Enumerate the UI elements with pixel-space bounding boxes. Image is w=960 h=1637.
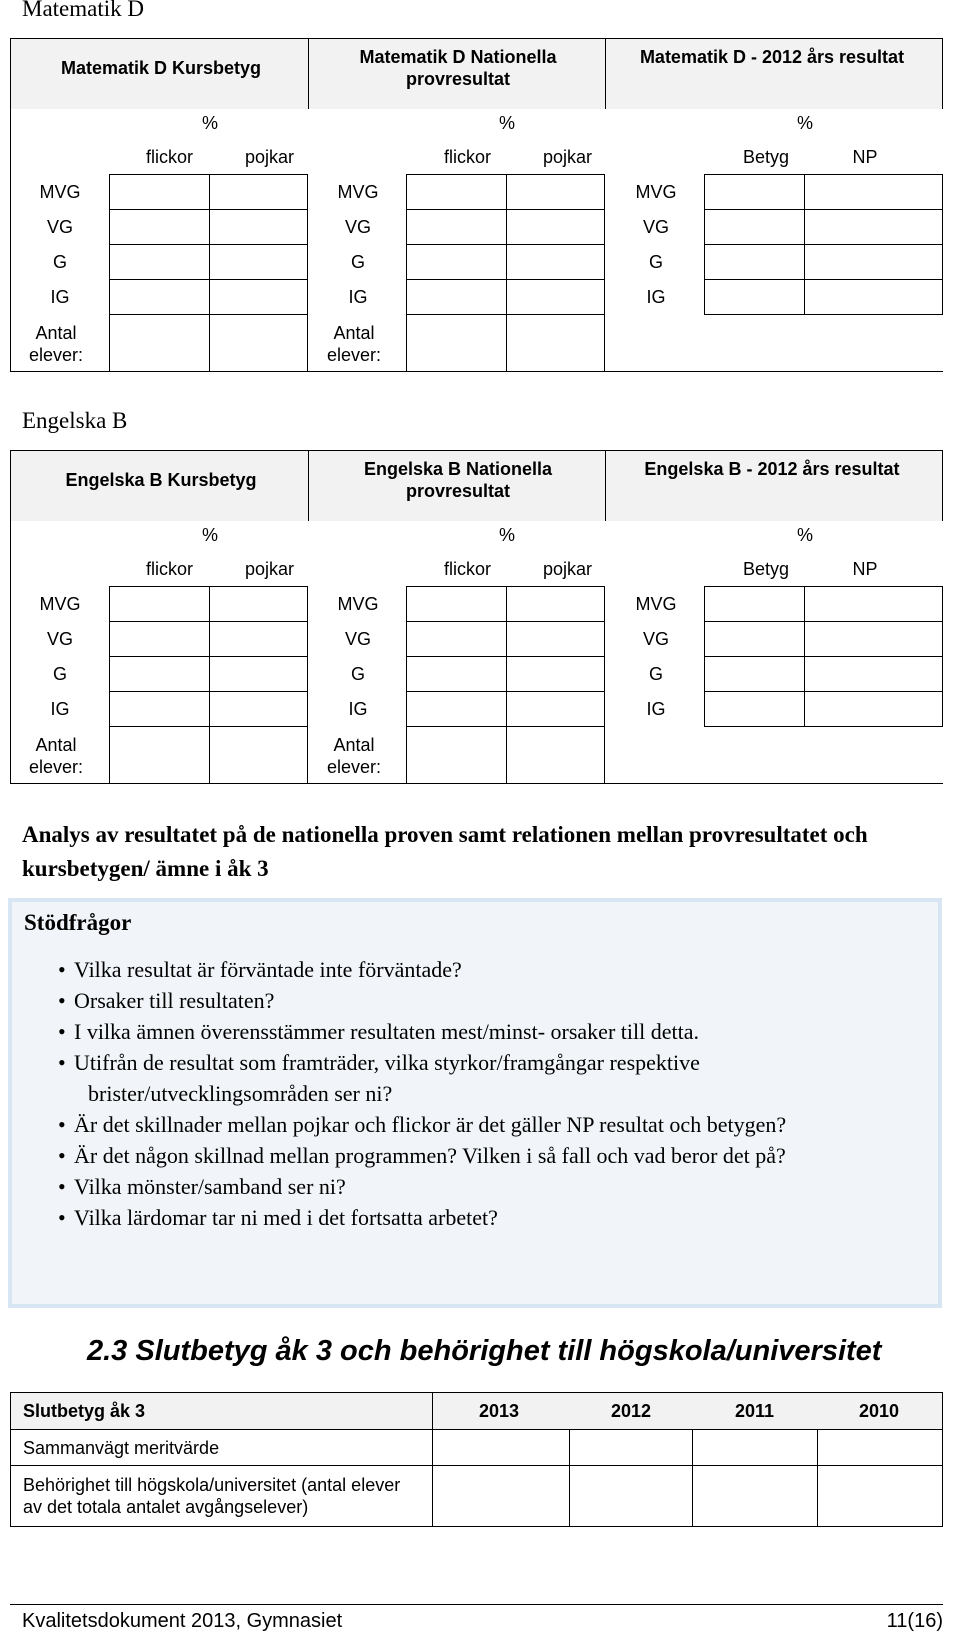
percent-label: %	[201, 525, 218, 545]
count-label: Antal elever:	[28, 735, 84, 777]
value-cell	[209, 244, 308, 280]
value-cell	[704, 244, 805, 280]
percent-label: %	[498, 525, 515, 545]
grade-row-label: G	[52, 664, 67, 684]
math-grade-table	[10, 38, 943, 383]
value-cell	[109, 209, 210, 245]
value-cell	[804, 244, 943, 280]
value-cell	[406, 279, 507, 315]
grade-row-label: MVG	[635, 182, 677, 202]
percent-label: %	[796, 525, 813, 545]
value-cell	[109, 691, 210, 727]
value-cell	[506, 726, 605, 784]
support-question: • Är det någon skillnad mellan programmen? Vilken i så fall och vad beror det på?	[12, 1140, 912, 1171]
grade-row-label: G	[648, 252, 663, 272]
value-cell	[506, 279, 605, 315]
count-label: Antal elever:	[28, 323, 84, 365]
value-cell	[506, 656, 605, 692]
bullet-icon: •	[58, 1050, 66, 1075]
bullet-icon: •	[58, 1174, 66, 1199]
table-row	[10, 1465, 943, 1527]
bullet-icon: •	[58, 1143, 66, 1168]
grade-row-label: G	[350, 252, 365, 272]
section-title-english: Engelska B	[22, 408, 128, 433]
grade-row-label: G	[52, 252, 67, 272]
header-last-year: Matematik D - 2012 års resultat	[639, 47, 905, 67]
value-cell	[209, 586, 308, 622]
support-question: • Vilka resultat är förväntade inte förväntade?	[12, 954, 912, 985]
final-grades-table	[10, 1392, 943, 1527]
grade-row-label: G	[350, 664, 365, 684]
grade-row-label: MVG	[337, 594, 379, 614]
value-cell	[406, 209, 507, 245]
value-cell	[804, 586, 943, 622]
support-question: • I vilka ämnen överensstämmer resultaten mest/minst- orsaker till detta.	[12, 1016, 912, 1047]
year-2010: 2010	[859, 1401, 900, 1421]
grade-row-label: VG	[642, 629, 669, 649]
year-2011: 2011	[735, 1401, 775, 1421]
grade-row-label: VG	[344, 629, 371, 649]
support-question: • Vilka mönster/samband ser ni?	[12, 1171, 912, 1202]
grade-row-label: IG	[348, 699, 368, 719]
value-cell	[109, 656, 210, 692]
footer-page-number: 11(16)	[886, 1610, 943, 1632]
value-cell	[506, 621, 605, 657]
table-body	[10, 520, 943, 795]
value-cell	[506, 244, 605, 280]
value-cell	[704, 691, 805, 727]
value-cell	[406, 656, 507, 692]
grade-row-label: IG	[646, 287, 666, 307]
value-cell	[704, 174, 805, 210]
boys-label: pojkar	[244, 147, 295, 167]
header-divider	[308, 451, 309, 521]
value-cell	[506, 691, 605, 727]
value-cell	[406, 314, 507, 372]
support-question: • Orsaker till resultaten?	[12, 985, 912, 1016]
value-cell	[704, 621, 805, 657]
bullet-icon: •	[58, 988, 66, 1013]
grade-row-label: MVG	[39, 594, 81, 614]
boys-label: pojkar	[244, 559, 295, 579]
header-national-test: Engelska B Nationella provresultat	[363, 459, 553, 501]
section-title-math: Matematik D	[22, 0, 144, 21]
grade-row-label: IG	[646, 699, 666, 719]
table-header-band	[10, 450, 943, 521]
header-label: Slutbetyg åk 3	[23, 1401, 146, 1421]
grade-row-label: VG	[344, 217, 371, 237]
support-title: Stödfrågor	[24, 910, 132, 935]
divider	[569, 1430, 570, 1465]
divider	[569, 1466, 570, 1526]
value-cell	[406, 586, 507, 622]
grade-row-label: G	[648, 664, 663, 684]
value-cell	[406, 174, 507, 210]
header-course-grade: Engelska B Kursbetyg	[65, 470, 257, 490]
value-cell	[704, 656, 805, 692]
value-cell	[506, 174, 605, 210]
grade-row-label: MVG	[635, 594, 677, 614]
value-cell	[109, 586, 210, 622]
section-heading-final-grades: 2.3 Slutbetyg åk 3 och behörighet till högskola/universitet	[87, 1335, 882, 1367]
table-row	[10, 1429, 943, 1466]
value-cell	[804, 279, 943, 315]
header-divider	[605, 39, 606, 109]
grade-label: Betyg	[742, 147, 790, 167]
value-cell	[704, 586, 805, 622]
bullet-icon: •	[58, 1205, 66, 1230]
divider	[692, 1466, 693, 1526]
english-grade-table	[10, 450, 943, 795]
divider	[432, 1393, 433, 1429]
divider	[692, 1430, 693, 1465]
percent-label: %	[796, 113, 813, 133]
bullet-icon: •	[58, 957, 66, 982]
bullet-icon: •	[58, 1112, 66, 1137]
value-cell	[209, 621, 308, 657]
boys-label: pojkar	[542, 147, 593, 167]
grade-row-label: VG	[46, 217, 73, 237]
grade-row-label: MVG	[39, 182, 81, 202]
value-cell	[209, 279, 308, 315]
girls-label: flickor	[145, 559, 193, 579]
year-2013: 2013	[479, 1401, 520, 1421]
table-border	[10, 783, 943, 784]
value-cell	[704, 209, 805, 245]
grade-row-label: IG	[348, 287, 368, 307]
row-label-merit: Sammanvägt meritvärde	[23, 1438, 220, 1458]
table-border	[10, 520, 11, 784]
value-cell	[109, 314, 210, 372]
header-last-year: Engelska B - 2012 års resultat	[644, 459, 900, 479]
percent-label: %	[498, 113, 515, 133]
value-cell	[406, 244, 507, 280]
grade-label: Betyg	[742, 559, 790, 579]
value-cell	[109, 244, 210, 280]
girls-label: flickor	[443, 559, 491, 579]
np-label: NP	[852, 147, 878, 167]
value-cell	[209, 656, 308, 692]
value-cell	[506, 586, 605, 622]
header-divider	[308, 39, 309, 109]
percent-label: %	[201, 113, 218, 133]
footer-document-title: Kvalitetsdokument 2013, Gymnasiet	[22, 1610, 343, 1632]
value-cell	[406, 621, 507, 657]
support-question: • Utifrån de resultat som framträder, vilka styrkor/framgångar respektive brister/utvecklingsområden ser ni?	[12, 1047, 912, 1109]
table-body	[10, 108, 943, 383]
header-national-test: Matematik D Nationella provresultat	[359, 47, 557, 89]
value-cell	[209, 209, 308, 245]
value-cell	[109, 621, 210, 657]
value-cell	[804, 174, 943, 210]
divider	[432, 1466, 433, 1526]
boys-label: pojkar	[542, 559, 593, 579]
count-label: Antal elever:	[326, 735, 382, 777]
bullet-icon: •	[58, 1019, 66, 1044]
support-question-list	[12, 954, 912, 1233]
header-course-grade: Matematik D Kursbetyg	[60, 58, 262, 78]
value-cell	[209, 691, 308, 727]
row-label-eligibility: Behörighet till högskola/universitet (antal elever av det totala antalet avgångselever)	[23, 1475, 401, 1517]
value-cell	[506, 209, 605, 245]
grade-row-label: VG	[642, 217, 669, 237]
divider	[817, 1466, 818, 1526]
value-cell	[804, 209, 943, 245]
support-questions-box	[8, 898, 942, 1308]
support-question: • Vilka lärdomar tar ni med i det fortsatta arbetet?	[12, 1202, 912, 1233]
year-2012: 2012	[611, 1401, 652, 1421]
grade-row-label: VG	[46, 629, 73, 649]
value-cell	[506, 314, 605, 372]
np-label: NP	[852, 559, 878, 579]
table-border	[10, 108, 11, 372]
value-cell	[209, 726, 308, 784]
value-cell	[804, 656, 943, 692]
value-cell	[804, 691, 943, 727]
support-question: • Är det skillnader mellan pojkar och flickor är det gäller NP resultat och betygen?	[12, 1109, 912, 1140]
value-cell	[109, 279, 210, 315]
table-header-band	[10, 38, 943, 109]
girls-label: flickor	[443, 147, 491, 167]
table-header-row	[10, 1392, 943, 1430]
grade-row-label: IG	[50, 287, 70, 307]
grade-row-label: IG	[50, 699, 70, 719]
value-cell	[704, 279, 805, 315]
value-cell	[406, 691, 507, 727]
girls-label: flickor	[145, 147, 193, 167]
value-cell	[109, 726, 210, 784]
count-label: Antal elever:	[326, 323, 382, 365]
value-cell	[209, 314, 308, 372]
analysis-title: Analys av resultatet på de nationella proven samt relationen mellan provresultatet och kursbetygen/ ämne i åk 3	[22, 822, 868, 881]
value-cell	[406, 726, 507, 784]
divider	[817, 1430, 818, 1465]
value-cell	[804, 621, 943, 657]
header-divider	[605, 451, 606, 521]
value-cell	[109, 174, 210, 210]
value-cell	[209, 174, 308, 210]
grade-row-label: MVG	[337, 182, 379, 202]
divider	[432, 1430, 433, 1465]
table-border	[10, 371, 943, 372]
footer-divider	[10, 1604, 943, 1605]
